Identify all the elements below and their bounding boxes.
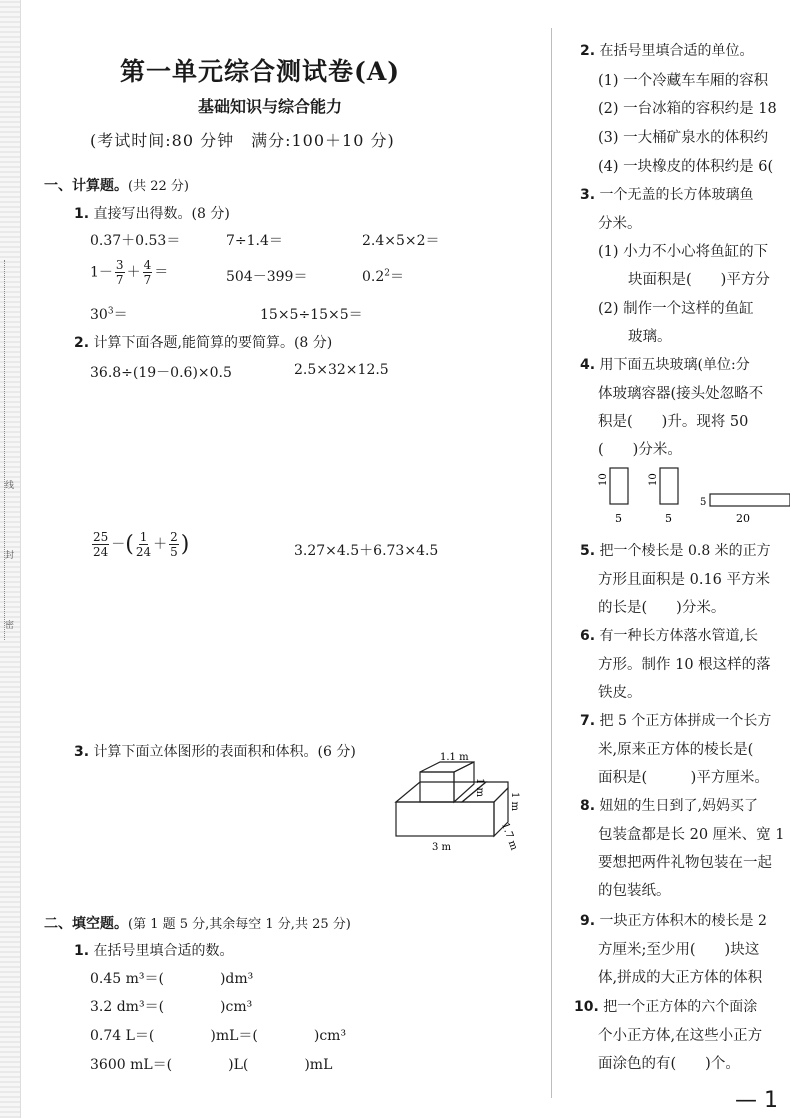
question-line: 包装盒都是长 20 厘米、宽 1	[598, 827, 785, 843]
sub-item: (1) 一个冷藏车车厢的容积	[598, 73, 769, 89]
figure-label-depth: 1.7 m	[499, 821, 520, 852]
question-number: 2.	[74, 335, 90, 351]
question-text: 一块正方体积木的棱长是 2	[599, 913, 767, 929]
question-number: 3.	[74, 744, 90, 760]
sub-item: (4) 一块橡皮的体积约是 6(	[598, 159, 774, 175]
question-number: 8.	[580, 798, 596, 814]
section-score: (第 1 题 5 分,其余每空 1 分,共 25 分)	[128, 917, 351, 932]
expr-part: ＋	[153, 536, 168, 553]
figure-label-side: 1 m	[474, 778, 485, 798]
question-line: 分米。	[598, 216, 642, 232]
expr-part: 0.2	[362, 269, 385, 285]
sub-item: (3) 一大桶矿泉水的体积约	[598, 130, 769, 146]
question-line: 积是( )升。现将 50	[598, 414, 749, 430]
numerator: 1	[139, 530, 148, 544]
fill-blank-line: 0.45 m³＝( )dm³	[90, 971, 254, 987]
question-line: 面积是( )平方厘米。	[598, 770, 769, 786]
figure-label-top: 1.1 m	[440, 752, 469, 763]
numerator: 25	[93, 530, 109, 544]
figure-label-bottom: 3 m	[432, 842, 452, 853]
piece-b-side: 10	[648, 473, 659, 486]
denominator: 24	[135, 545, 152, 559]
question-text: 把 5 个正方体拼成一个长方	[599, 713, 772, 729]
binding-char: 线	[5, 481, 15, 491]
question-2-2	[580, 40, 754, 60]
piece-c-bottom: 20	[736, 512, 750, 525]
question-2-6	[580, 625, 758, 645]
figure-label-right: 1 m	[509, 792, 520, 812]
question-line: 方厘米;至少用( )块这	[598, 942, 760, 958]
question-number: 4.	[580, 357, 596, 373]
question-line: 体玻璃容器(接头处忽略不	[598, 386, 764, 402]
page-title: 第一单元综合测试卷(A)	[120, 57, 401, 86]
question-number: 7.	[580, 713, 596, 729]
question-number: 5.	[580, 543, 596, 559]
question-line: (1) 小力不小心将鱼缸的下	[598, 244, 769, 260]
question-2-1	[74, 940, 234, 960]
question-text: 把一个正方体的六个面涂	[603, 999, 758, 1015]
question-2-7	[580, 710, 771, 730]
question-line: 方形。制作 10 根这样的落	[598, 657, 771, 673]
column-divider	[551, 28, 552, 1098]
question-text: 用下面五块玻璃(单位:分	[599, 357, 750, 373]
denominator: 7	[143, 273, 152, 287]
question-line: 面涂色的有( )个。	[598, 1056, 740, 1072]
right-paren: )	[180, 532, 190, 557]
question-2-3	[580, 184, 754, 204]
binding-char: 封	[5, 551, 15, 561]
section-title: 二、填空题。	[44, 916, 128, 932]
question-number: 9.	[580, 913, 596, 929]
question-number: 1.	[74, 206, 90, 222]
section-title: 一、计算题。	[44, 178, 128, 194]
glass-pieces-diagram	[590, 464, 790, 528]
question-text: 计算下面立体图形的表面积和体积。(6 分)	[93, 744, 356, 760]
fill-blank-line: 3.2 dm³＝( )cm³	[90, 999, 253, 1015]
calc-expression: 36.8÷(19－0.6)×0.5	[90, 365, 232, 381]
question-text: 一个无盖的长方体玻璃鱼	[599, 187, 754, 203]
fraction	[115, 258, 125, 287]
question-text: 妞妞的生日到了,妈妈买了	[599, 798, 758, 814]
fraction	[136, 530, 151, 559]
denominator: 24	[93, 545, 109, 559]
question-1-1	[74, 203, 230, 223]
fill-blank-line: 0.74 L＝( )mL＝( )cm³	[90, 1028, 347, 1044]
numerator: 3	[115, 258, 124, 272]
sub-item: (2) 一台冰箱的容积约是 18	[598, 101, 777, 117]
question-number: 10.	[574, 999, 599, 1015]
calc-item-fraction	[90, 258, 168, 287]
calc-item: 7÷1.4＝	[226, 233, 283, 249]
expr-part: －	[111, 536, 126, 553]
question-line: 的包装纸。	[598, 883, 671, 899]
calc-item: 0.37＋0.53＝	[90, 233, 181, 249]
question-line: 铁皮。	[598, 685, 642, 701]
binding-char: 密	[5, 621, 15, 631]
question-2-8	[580, 795, 758, 815]
denominator: 7	[115, 273, 124, 287]
question-line: 体,拼成的大正方体的体积	[598, 970, 763, 986]
piece-a-bottom: 5	[615, 512, 622, 525]
question-number: 3.	[580, 187, 596, 203]
numerator: 2	[170, 530, 178, 544]
expr-part: 1－	[90, 264, 113, 281]
question-text: 计算下面各题,能简算的要简算。(8 分)	[93, 335, 333, 351]
expr-part: 30	[90, 307, 108, 323]
question-line: 要想把两件礼物包装在一起	[598, 855, 772, 871]
binding-dotted-line	[4, 260, 17, 640]
page-number: — 1	[735, 1088, 778, 1113]
piece-c-side: 5	[700, 497, 707, 508]
question-line: (2) 制作一个这样的鱼缸	[598, 301, 754, 317]
question-line: 的长是( )分米。	[598, 600, 726, 616]
section-2-heading	[44, 913, 351, 933]
fraction	[143, 258, 153, 287]
solid-figure-lines	[396, 762, 508, 836]
question-text: 在括号里填合适的数。	[93, 943, 234, 959]
calc-item: 15×5÷15×5＝	[260, 307, 363, 323]
calc-item	[90, 304, 128, 324]
question-2-4	[580, 354, 750, 374]
piece-a-side: 10	[598, 473, 609, 486]
question-1-3	[74, 741, 356, 761]
exponent: 2	[384, 268, 390, 279]
calc-item	[362, 266, 404, 286]
question-line: 米,原来正方体的棱长是(	[598, 742, 754, 758]
question-number: 2.	[580, 43, 596, 59]
question-1-2	[74, 332, 332, 352]
question-number: 1.	[74, 943, 90, 959]
page-subtitle: 基础知识与综合能力	[198, 97, 343, 116]
question-line: 块面积是( )平方分	[628, 272, 770, 288]
section-1-heading	[44, 175, 189, 195]
question-2-10	[574, 996, 757, 1016]
question-2-9	[580, 910, 767, 930]
question-line: 玻璃。	[628, 329, 672, 345]
question-line: 方形且面积是 0.16 平方米	[598, 572, 771, 588]
fraction	[169, 530, 179, 559]
calc-item: 2.4×5×2＝	[362, 233, 440, 249]
left-paren: (	[125, 532, 134, 557]
expr-part: ＝	[154, 264, 169, 281]
denominator: 5	[170, 545, 178, 559]
question-text: 有一种长方体落水管道,长	[599, 628, 758, 644]
question-text: 把一个棱长是 0.8 米的正方	[599, 543, 771, 559]
calc-expression: 2.5×32×12.5	[294, 362, 389, 378]
expr-part: ＋	[126, 264, 141, 281]
question-line: ( )分米。	[598, 442, 682, 458]
exam-info: (考试时间:80 分钟 满分:100＋10 分)	[90, 131, 395, 150]
expr-part: ＝	[113, 307, 128, 323]
numerator: 4	[143, 258, 152, 272]
question-2-5	[580, 540, 771, 560]
solid-figure-diagram	[384, 752, 534, 862]
fill-blank-line: 3600 mL＝( )L( )mL	[90, 1057, 333, 1073]
exponent: 3	[107, 306, 114, 317]
question-number: 6.	[580, 628, 596, 644]
question-text: 在括号里填合适的单位。	[599, 43, 754, 59]
question-line: 个小正方体,在这些小正方	[598, 1028, 763, 1044]
section-score: (共 22 分)	[128, 179, 189, 194]
calc-item: 504－399＝	[226, 269, 308, 285]
question-text: 直接写出得数。(8 分)	[93, 206, 230, 222]
calc-expression: 3.27×4.5＋6.73×4.5	[294, 543, 439, 559]
fraction	[92, 530, 109, 559]
piece-b-bottom: 5	[665, 512, 672, 525]
calc-expression-fraction	[90, 530, 189, 559]
expr-part: ＝	[390, 269, 404, 285]
